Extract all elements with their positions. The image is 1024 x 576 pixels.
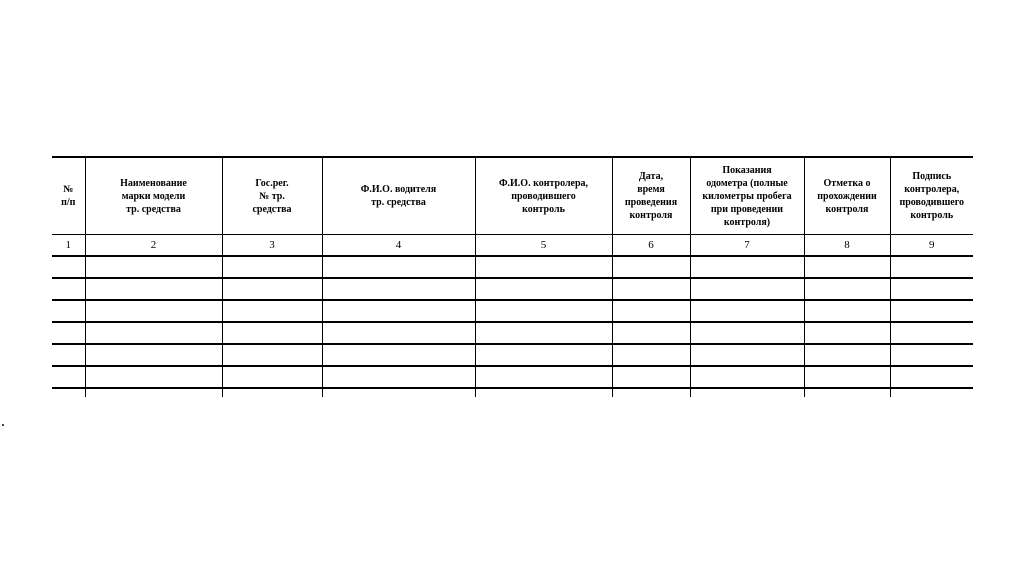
column-number: 8 <box>804 235 890 257</box>
table-cell <box>475 344 612 366</box>
table-cell <box>222 344 322 366</box>
table-cell <box>85 344 222 366</box>
column-number: 6 <box>612 235 690 257</box>
table-cell <box>690 344 804 366</box>
table-cell <box>322 278 475 300</box>
table-cell <box>475 300 612 322</box>
table-cell <box>222 278 322 300</box>
table-cell <box>85 322 222 344</box>
header-label: Гос.рег. № тр. средства <box>252 177 292 215</box>
table-cell <box>85 278 222 300</box>
table-cell <box>222 300 322 322</box>
header-cell-row-number <box>52 157 85 235</box>
table-cell <box>890 322 973 344</box>
table-cell <box>612 300 690 322</box>
table-cell <box>222 366 322 388</box>
table-cell <box>52 366 85 388</box>
table-cell <box>322 300 475 322</box>
table-cell <box>612 256 690 278</box>
table-body <box>52 256 973 397</box>
table-cell <box>85 256 222 278</box>
table-row <box>52 388 973 397</box>
header-cell-date-time <box>612 157 690 235</box>
header-cell-registration-number <box>222 157 322 235</box>
header-cell-controller-name <box>475 157 612 235</box>
table-cell <box>804 344 890 366</box>
table-cell <box>475 388 612 397</box>
table-cell <box>85 300 222 322</box>
column-number: 3 <box>222 235 322 257</box>
table-cell <box>612 278 690 300</box>
table-cell <box>222 388 322 397</box>
header-label: Ф.И.О. контролера, проводившего контроль <box>498 177 589 215</box>
header-cell-control-mark <box>804 157 890 235</box>
table-cell <box>475 278 612 300</box>
header-cell-odometer <box>690 157 804 235</box>
header-label: Отметка о прохождении контроля <box>817 177 877 215</box>
table-cell <box>804 322 890 344</box>
table-cell <box>804 300 890 322</box>
table-cell <box>890 300 973 322</box>
table-cell <box>690 256 804 278</box>
header-cell-vehicle-model <box>85 157 222 235</box>
table-cell <box>85 366 222 388</box>
column-number: 1 <box>52 235 85 257</box>
table-cell <box>804 278 890 300</box>
stray-dot <box>2 424 4 426</box>
table-row <box>52 366 973 388</box>
table-cell <box>52 322 85 344</box>
column-number: 2 <box>85 235 222 257</box>
table-cell <box>690 278 804 300</box>
table-cell <box>222 256 322 278</box>
table-cell <box>890 344 973 366</box>
header-label: № п/п <box>61 184 76 208</box>
control-log-table <box>52 156 973 397</box>
table-cell <box>475 256 612 278</box>
table-cell <box>890 278 973 300</box>
table-cell <box>52 300 85 322</box>
column-number: 7 <box>690 235 804 257</box>
table-cell <box>612 388 690 397</box>
header-label: Подпись контролера, проводившего контроль <box>899 171 964 221</box>
header-cell-controller-signature <box>890 157 973 235</box>
header-label: Ф.И.О. водителя тр. средства <box>360 184 437 208</box>
header-label: Показания одометра (полные километры пробега при проведении контроля) <box>702 164 792 228</box>
table-row <box>52 278 973 300</box>
table-row <box>52 300 973 322</box>
table-cell <box>52 256 85 278</box>
table-cell <box>890 256 973 278</box>
table-cell <box>612 366 690 388</box>
table-cell <box>52 278 85 300</box>
table-cell <box>322 344 475 366</box>
table-cell <box>690 322 804 344</box>
table-cell <box>52 388 85 397</box>
table-header-row <box>52 157 973 235</box>
table-cell <box>475 366 612 388</box>
table-cell <box>690 366 804 388</box>
table-cell <box>85 388 222 397</box>
table-cell <box>804 388 890 397</box>
table-cell <box>52 344 85 366</box>
column-number: 4 <box>322 235 475 257</box>
table-cell <box>612 344 690 366</box>
table-cell <box>475 322 612 344</box>
table-cell <box>690 300 804 322</box>
table-cell <box>612 322 690 344</box>
table-cell <box>322 256 475 278</box>
table-row <box>52 344 973 366</box>
column-number: 9 <box>890 235 973 257</box>
header-label: Наименование марки модели тр. средства <box>120 177 187 215</box>
table-cell <box>890 388 973 397</box>
table-cell <box>804 366 890 388</box>
table-cell <box>690 388 804 397</box>
table-row <box>52 256 973 278</box>
table-cell <box>890 366 973 388</box>
table-cell <box>322 366 475 388</box>
column-number-row <box>52 235 973 257</box>
table-row <box>52 322 973 344</box>
column-number: 5 <box>475 235 612 257</box>
table-cell <box>322 322 475 344</box>
header-label: Дата, время проведения контроля <box>624 171 678 221</box>
header-cell-driver-name <box>322 157 475 235</box>
table-cell <box>804 256 890 278</box>
table-cell <box>322 388 475 397</box>
table-cell <box>222 322 322 344</box>
